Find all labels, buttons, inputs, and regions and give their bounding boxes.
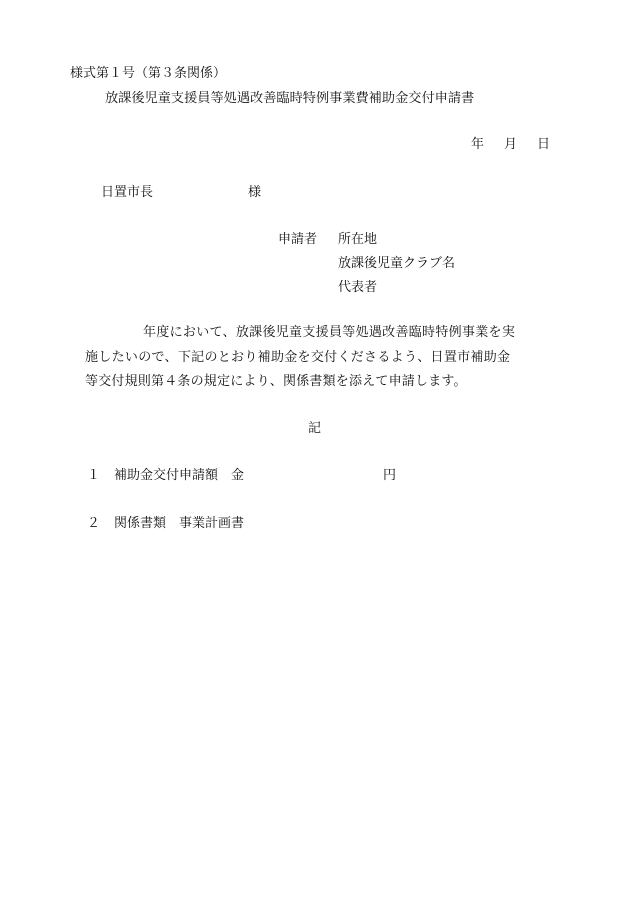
item-related-documents <box>87 517 244 530</box>
body-line-1: 年度において、放課後児童支援員等処遇改善臨時特例事業を実 <box>143 325 516 340</box>
item-label: 関係書類 事業計画書 <box>114 516 245 531</box>
applicant-representative-label: 代表者 <box>338 280 378 295</box>
form-number: 様式第１号（第３条関係） <box>70 66 227 81</box>
date-year: 年 <box>471 137 485 152</box>
item-application-amount <box>87 468 397 483</box>
applicant-club-name-label: 放課後児童クラブ名 <box>338 256 456 271</box>
body-line-3: 等交付規則第４条の規定により、関係書類を添えて申請します。 <box>85 374 467 389</box>
date-block <box>471 138 550 151</box>
applicant-label: 申請者 <box>278 232 318 247</box>
date-day: 日 <box>537 137 551 152</box>
date-month: 月 <box>504 137 518 152</box>
applicant-address-label: 所在地 <box>338 232 378 247</box>
item-label: 補助金交付申請額 金 <box>114 468 245 483</box>
addressee-honorific: 様 <box>248 185 262 200</box>
addressee-name: 日置市長 <box>101 185 154 200</box>
yen-suffix: 円 <box>383 468 397 483</box>
body-line-2: 施したいので、下記のとおり補助金を交付くださるよう、日置市補助金 <box>85 350 511 365</box>
item-number: ２ <box>87 516 101 531</box>
document-title: 放課後児童支援員等処遇改善臨時特例事業費補助金交付申請書 <box>105 91 475 106</box>
item-number: １ <box>87 468 101 483</box>
ki-heading: 記 <box>308 421 322 436</box>
